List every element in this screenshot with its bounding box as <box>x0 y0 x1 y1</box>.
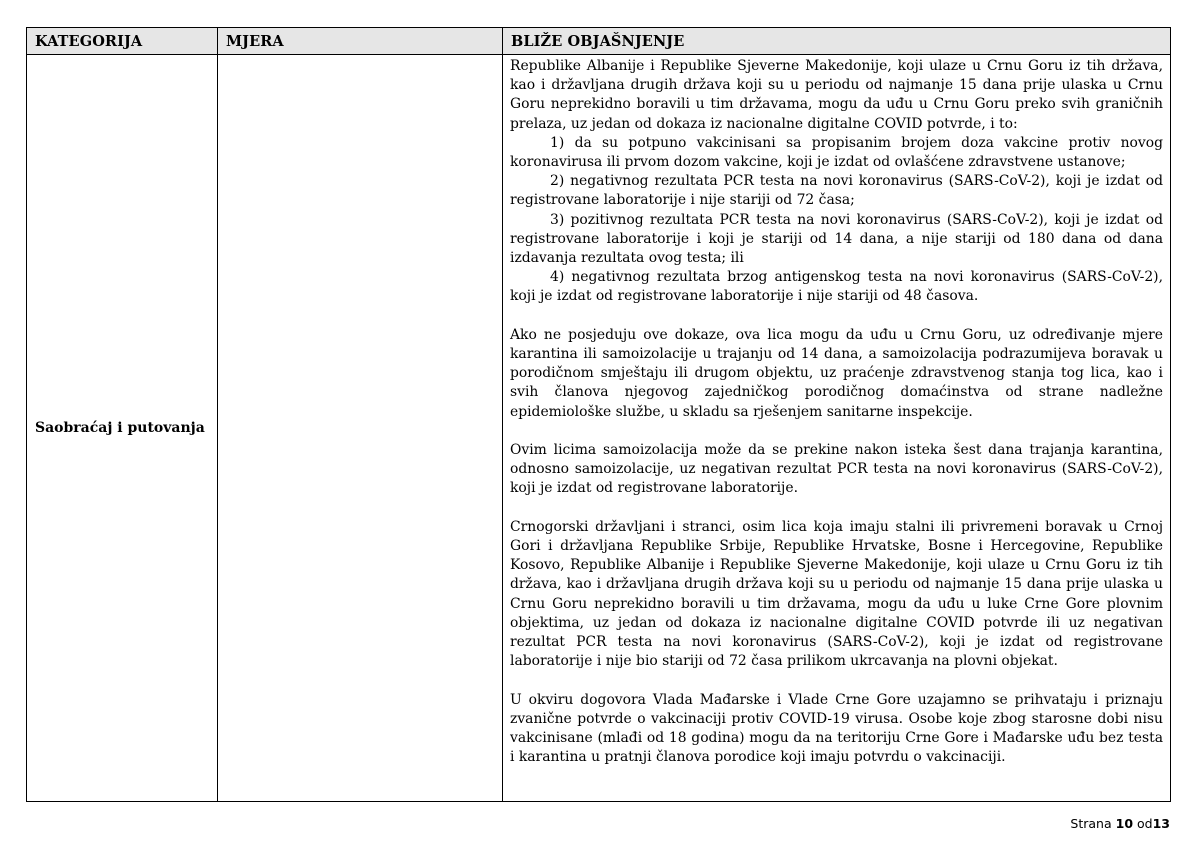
explanation-item-3: 3) pozitivnog rezultata PCR testa na novi koronavirus (SARS-CoV-2), koji je izdat od registrovane laboratorije i koji je stariji od 14 dana, a nije stariji od 180 dana od dana izdavanja rezultata ovog testa; ili <box>510 211 1163 267</box>
explanation-cell <box>503 55 1171 802</box>
explanation-intro: Republike Albanije i Republike Sjeverne Makedonije, koji ulaze u Crnu Goru iz tih država, kao i državljana drugih država koji su u periodu od najmanje 15 dana prije ulaska u Crnu Goru neprekidno boravili u tim državama, mogu da uđu u Crnu Goru preko svih graničnih prelaza, uz jedan od dokaza iz nacionalne digitalne COVID potvrde, i to: <box>510 58 1163 132</box>
explanation-paragraph-ports: Crnogorski državljani i stranci, osim lica koja imaju stalni ili privremeni boravak u Crnoj Gori i državljana Republike Srbije, Republike Hrvatske, Bosne i Hercegovine, Republike Kosovo, Republike Albanije i Republike Sjeverne Makedonije, koji ulaze u Crnu Goru iz tih država, kao i državljana drugih država koji su u periodu od najmanje 15 dana prije ulaska u Crnu Goru neprekidno boravili u tim državama, mogu da uđu u luke Crne Gore plovnim objektima, uz jedan od dokaza iz nacionalne digitalne COVID potvrde ili uz negativan rezultat PCR testa na novi koronavirus (SARS-CoV-2), koji je izdat od registrovane laboratorije i nije bio stariji od 72 časa prilikom ukrcavanja na plovni objekat. <box>510 518 1163 670</box>
header-mjera: MJERA <box>218 28 503 55</box>
table-row <box>27 55 1171 802</box>
explanation-paragraph-quarantine: Ako ne posjeduju ove dokaze, ova lica mogu da uđu u Crnu Goru, uz određivanje mjere karantina ili samoizolacije u trajanju od 14 dana, a samoizolacija podrazumijeva boravak u porodičnom smještaju ili drugom objektu, uz praćenje zdravstvenog stanja tog lica, kao i svih članova njegovog zajedničkog porodičnog domaćinstva od strane nadležne epidemiološke službe, u skladu sa rješenjem sanitarne inspekcije. <box>510 326 1163 420</box>
category-cell: Saobraćaj i putovanja <box>27 55 218 802</box>
header-blize-objasnjenje: BLIŽE OBJAŠNJENJE <box>503 28 1171 55</box>
explanation-paragraph-self-isolation: Ovim licima samoizolacija može da se prekine nakon isteka šest dana trajanja karantina, odnosno samoizolacije, uz negativan rezultat PCR testa na novi koronavirus (SARS-CoV-2), koji je izdat od registrovane laboratorije. <box>510 442 1163 497</box>
explanation-item-4: 4) negativnog rezultata brzog antigenskog testa na novi koronavirus (SARS-CoV-2), koji je izdat od registrovane laboratorije i nije stariji od 48 časova. <box>510 269 1163 305</box>
footer-current-page: 10 <box>1115 816 1134 831</box>
explanation-item-1: 1) da su potpuno vakcinisani sa propisanim brojem doza vakcine protiv novog koronavirusa ili prvom dozom vakcine, koji je izdat od ovlašćene zdravstvene ustanove; <box>510 134 1163 171</box>
header-kategorija: KATEGORIJA <box>27 28 218 55</box>
page-number-footer <box>1070 816 1170 831</box>
explanation-paragraph-hungary: U okviru dogovora Vlada Mađarske i Vlade Crne Gore uzajamno se prihvataju i priznaju zvanične potvrde o vakcinaciji protiv COVID-19 virusa. Osobe koje zbog starosne dobi nisu vakcinisane (mlađi od 18 godina) mogu da na teritoriju Crne Gore i Mađarske uđu bez testa i karantina u pratnji članova porodice koji imaju potvrdu o vakcinaciji. <box>510 691 1163 766</box>
table-header-row <box>27 28 1171 55</box>
explanation-item-2: 2) negativnog rezultata PCR testa na novi koronavirus (SARS-CoV-2), koji je izdat od registrovane laboratorije i nije stariji od 72 časa; <box>510 173 1163 209</box>
footer-total-pages: 13 <box>1152 816 1170 831</box>
footer-separator: od <box>1133 816 1153 831</box>
measures-table <box>26 27 1171 802</box>
footer-prefix: Strana <box>1070 816 1116 831</box>
measure-cell <box>218 55 503 802</box>
